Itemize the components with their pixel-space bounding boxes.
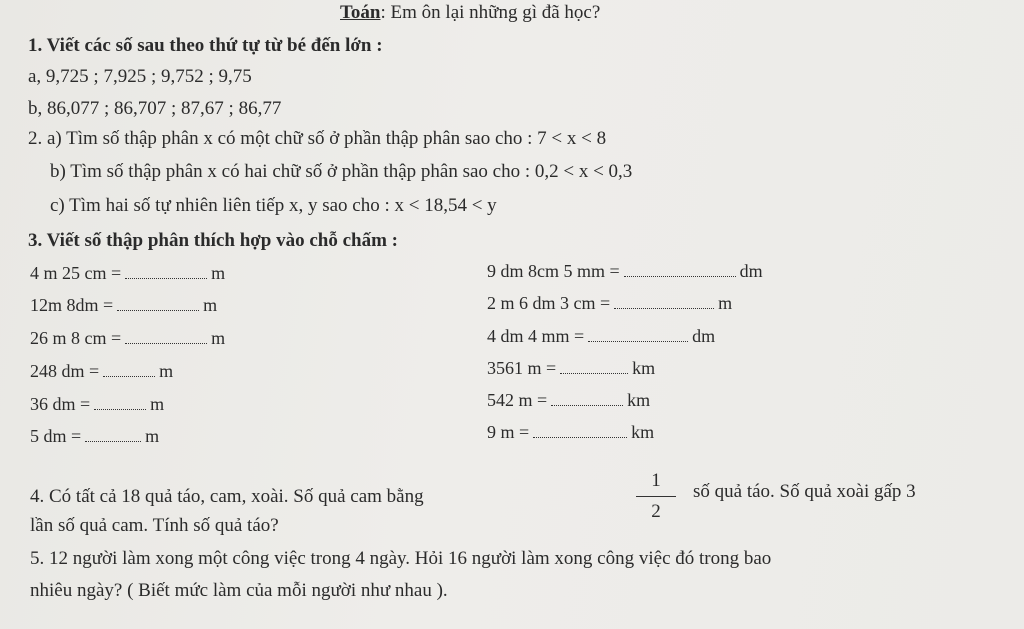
conversion-row: 9 dm 8cm 5 mm = dm bbox=[487, 261, 763, 281]
blank-dots[interactable] bbox=[551, 393, 623, 406]
fraction-one-half bbox=[636, 470, 676, 523]
blank-dots[interactable] bbox=[125, 266, 207, 279]
conversion-row: 2 m 6 dm 3 cm = m bbox=[487, 293, 733, 313]
blank-dots[interactable] bbox=[117, 298, 199, 311]
q4-line1-start: 4. Có tất cả 18 quả táo, cam, xoài. Số quả cam bằng bbox=[30, 486, 424, 507]
q1-title: 1. Viết các số sau theo thứ tự từ bé đến lớn : bbox=[28, 35, 383, 56]
fraction-numerator: 1 bbox=[651, 470, 661, 491]
q1-part-b: b, 86,077 ; 86,707 ; 87,67 ; 86,77 bbox=[28, 98, 282, 119]
q4-line2: lần số quả cam. Tính số quả táo? bbox=[30, 515, 279, 536]
blank-dots[interactable] bbox=[624, 264, 736, 277]
conversion-row: 26 m 8 cm = m bbox=[30, 328, 226, 348]
q2-part-b: b) Tìm số thập phân x có hai chữ số ở phần thập phân sao cho : 0,2 < x < 0,3 bbox=[50, 161, 633, 182]
conversion-row: 12m 8dm = m bbox=[30, 295, 218, 315]
q1-part-a: a, 9,725 ; 7,925 ; 9,752 ; 9,75 bbox=[28, 66, 252, 87]
conversion-row: 9 m = km bbox=[487, 422, 655, 442]
conversion-row: 5 dm = m bbox=[30, 426, 160, 446]
conversion-row: 248 dm = m bbox=[30, 361, 174, 381]
fraction-denominator: 2 bbox=[651, 501, 661, 522]
q5-line2: nhiêu ngày? ( Biết mức làm của mỗi người như nhau ). bbox=[30, 580, 448, 601]
blank-dots[interactable] bbox=[614, 296, 714, 309]
blank-dots[interactable] bbox=[103, 364, 155, 377]
blank-dots[interactable] bbox=[588, 329, 688, 342]
q2-part-c: c) Tìm hai số tự nhiên liên tiếp x, y sao cho : x < 18,54 < y bbox=[50, 195, 497, 216]
conversion-row: 3561 m = km bbox=[487, 358, 656, 378]
blank-dots[interactable] bbox=[85, 429, 141, 442]
blank-dots[interactable] bbox=[125, 331, 207, 344]
q4-line1-end: số quả táo. Số quả xoài gấp 3 bbox=[693, 481, 916, 502]
fraction-bar bbox=[636, 496, 676, 497]
conversion-row: 4 m 25 cm = m bbox=[30, 263, 226, 283]
q5-line1: 5. 12 người làm xong một công việc trong 4 ngày. Hỏi 16 người làm xong công việc đó trong bao bbox=[30, 548, 772, 569]
page-title bbox=[340, 2, 600, 24]
conversion-row: 36 dm = m bbox=[30, 394, 165, 414]
conversion-row: 542 m = km bbox=[487, 390, 651, 410]
subject-label: Toán bbox=[340, 2, 381, 23]
q3-title: 3. Viết số thập phân thích hợp vào chỗ chấm : bbox=[28, 230, 398, 251]
conversion-row: 4 dm 4 mm = dm bbox=[487, 326, 716, 346]
blank-dots[interactable] bbox=[560, 361, 628, 374]
q2-part-a: 2. a) Tìm số thập phân x có một chữ số ở phần thập phân sao cho : 7 < x < 8 bbox=[28, 128, 607, 149]
blank-dots[interactable] bbox=[94, 397, 146, 410]
blank-dots[interactable] bbox=[533, 425, 627, 438]
title-rest: : Em ôn lại những gì đã học? bbox=[380, 2, 601, 23]
